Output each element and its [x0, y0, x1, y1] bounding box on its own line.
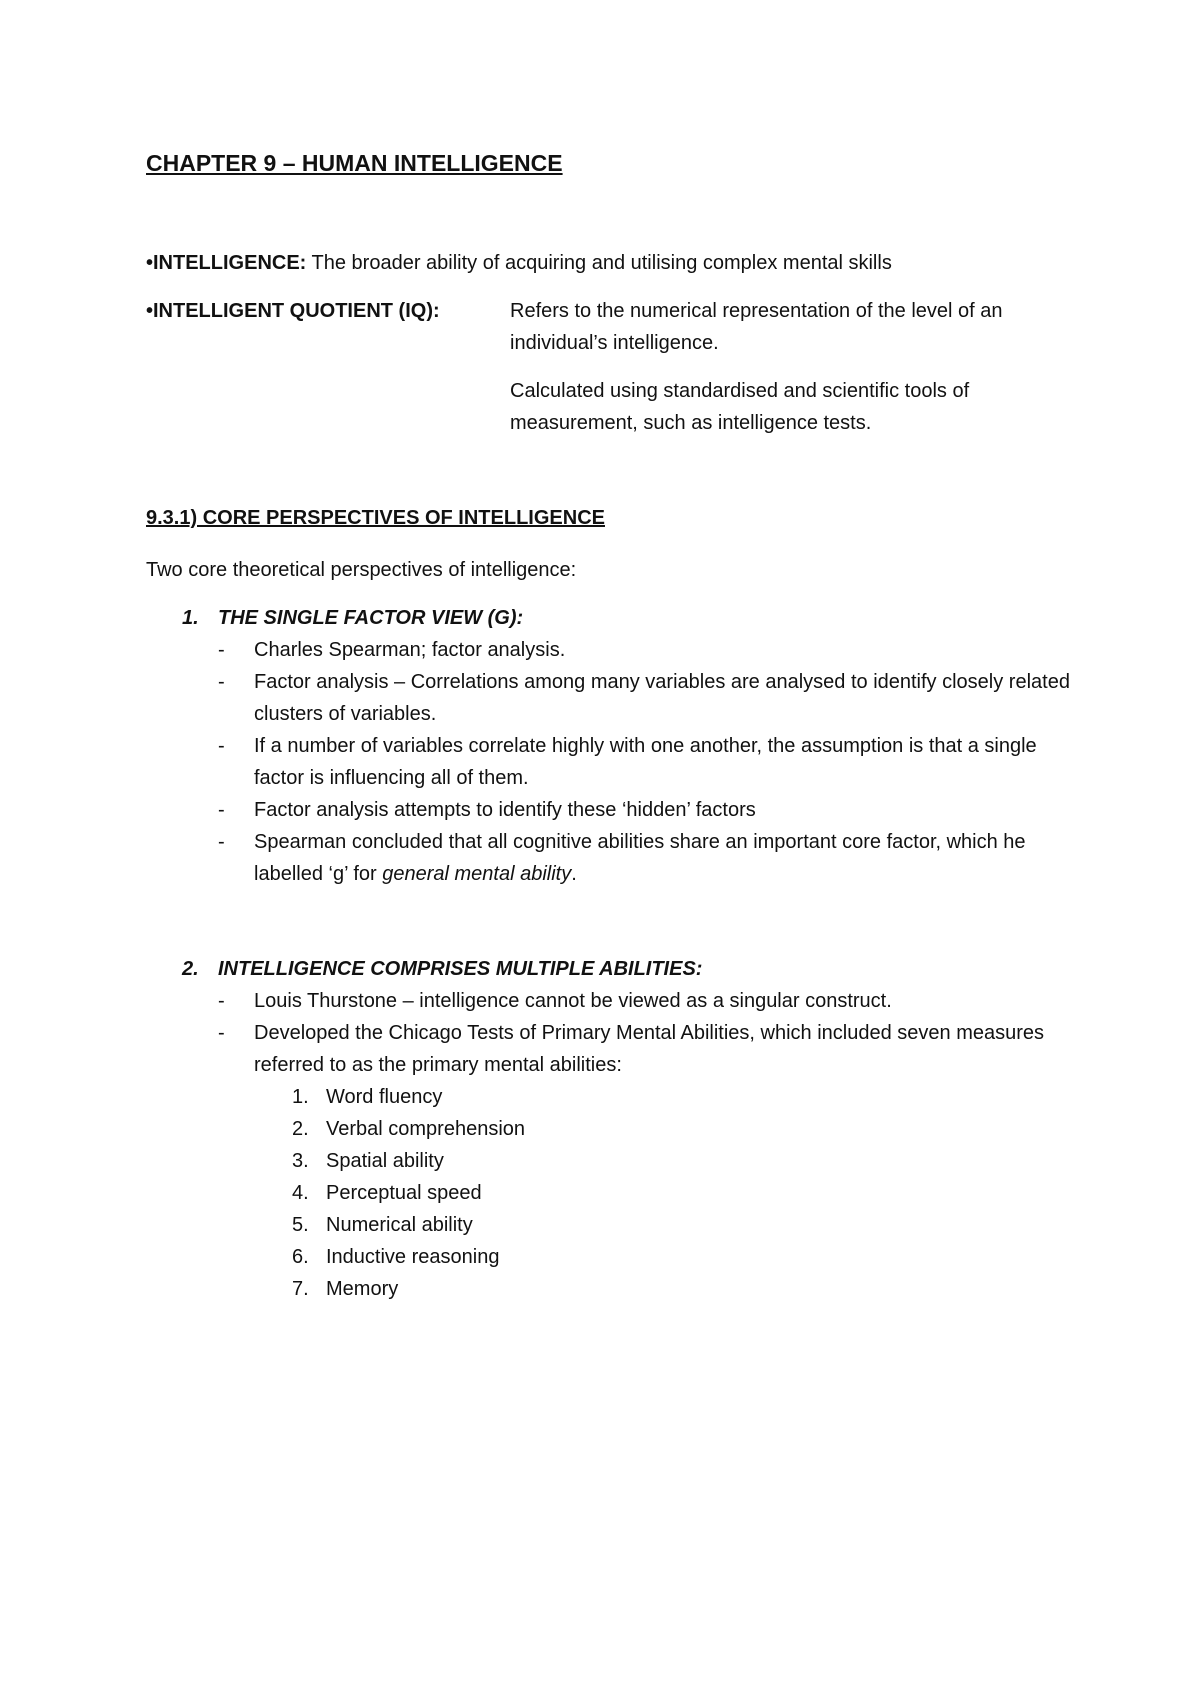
ability-label: Perceptual speed [326, 1182, 482, 1204]
abilities-list [182, 1081, 1082, 1305]
item-number: 3. [292, 1150, 309, 1172]
perspective-title [182, 602, 1082, 634]
dash-marker: - [218, 1022, 225, 1044]
ability-label: Memory [326, 1278, 399, 1300]
list-item [182, 634, 1082, 666]
item-number: 4. [292, 1182, 309, 1204]
dash-marker: - [218, 735, 225, 757]
list-item [182, 794, 1082, 826]
list-item [182, 730, 1082, 794]
bullet-list [182, 985, 1082, 1081]
perspective-number: 2. [182, 958, 199, 980]
list-item [182, 1241, 1082, 1273]
perspective-title [182, 953, 1082, 985]
item-number: 2. [292, 1118, 309, 1140]
list-item [182, 1017, 1082, 1081]
section-intro: Two core theoretical perspectives of intelligence: [146, 559, 577, 581]
list-item [182, 1209, 1082, 1241]
list-item [182, 985, 1082, 1017]
definition-iq-para2: Calculated using standardised and scientific tools of measurement, such as intelligence tests. [510, 380, 970, 434]
item-number: 7. [292, 1278, 309, 1300]
page-title: CHAPTER 9 – HUMAN INTELLIGENCE [146, 150, 563, 176]
definition-iq-para1: Refers to the numerical representation of the level of an individual’s intelligence. [510, 300, 1003, 354]
list-item [182, 1081, 1082, 1113]
bullet-text: Charles Spearman; factor analysis. [254, 639, 566, 661]
perspective-title-text: INTELLIGENCE COMPRISES MULTIPLE ABILITIES: [218, 958, 703, 980]
bullet-text: Factor analysis – Correlations among many variables are analysed to identify closely related clusters of variables. [254, 671, 1070, 725]
ability-label: Inductive reasoning [326, 1246, 500, 1268]
list-item [182, 1145, 1082, 1177]
item-number: 5. [292, 1214, 309, 1236]
ability-label: Spatial ability [326, 1150, 444, 1172]
ability-label: Word fluency [326, 1086, 443, 1108]
bullet-list [182, 634, 1082, 890]
list-item [182, 1113, 1082, 1145]
dash-marker: - [218, 831, 225, 853]
definition-iq-term [146, 295, 440, 327]
item-number: 6. [292, 1246, 309, 1268]
perspective-1 [182, 602, 1082, 890]
bullet-text: If a number of variables correlate highly with one another, the assumption is that a single factor is influencing all of them. [254, 735, 1037, 789]
bullet-text-end: . [571, 863, 577, 885]
bullet-text: Louis Thurstone – intelligence cannot be viewed as a singular construct. [254, 990, 892, 1012]
dash-marker: - [218, 799, 225, 821]
bullet-text: Factor analysis attempts to identify these ‘hidden’ factors [254, 799, 756, 821]
dash-marker: - [218, 639, 225, 661]
list-item [182, 826, 1082, 890]
perspective-title-text: THE SINGLE FACTOR VIEW (G): [218, 607, 524, 629]
definition-text: The broader ability of acquiring and utilising complex mental skills [306, 252, 892, 274]
dash-marker: - [218, 671, 225, 693]
dash-marker: - [218, 990, 225, 1012]
perspective-2 [182, 953, 1082, 1305]
bullet-text: Developed the Chicago Tests of Primary Mental Abilities, which included seven measures referred to as the primary mental abilities: [254, 1022, 1045, 1076]
perspective-number: 1. [182, 607, 199, 629]
list-item [182, 1273, 1082, 1305]
bullet-text: Spearman concluded that all cognitive abilities share an important core factor, which he labelled ‘g’ for [254, 831, 1026, 885]
section-heading: 9.3.1) CORE PERSPECTIVES OF INTELLIGENCE [146, 507, 605, 529]
ability-label: Numerical ability [326, 1214, 473, 1236]
list-item [182, 666, 1082, 730]
list-item [182, 1177, 1082, 1209]
ability-label: Verbal comprehension [326, 1118, 526, 1140]
item-number: 1. [292, 1086, 309, 1108]
definition-term: •INTELLIGENCE: [146, 252, 307, 274]
emphasis-text: general mental ability [382, 863, 572, 885]
definition-intelligence [146, 247, 892, 279]
definition-term: •INTELLIGENT QUOTIENT (IQ): [146, 300, 440, 322]
